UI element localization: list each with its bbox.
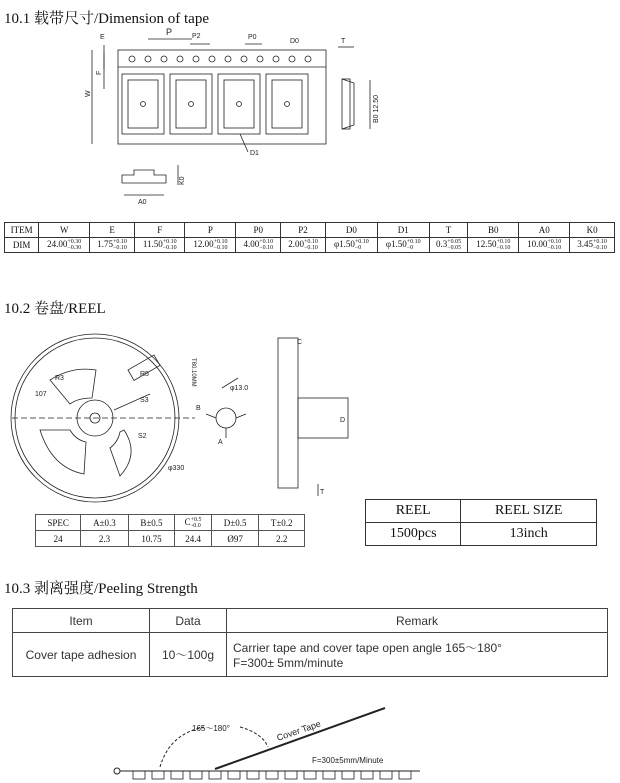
section-title-peel: 10.3 剥离强度/Peeling Strength [4, 581, 198, 597]
peel-remark [227, 633, 608, 677]
dim-header-cell: P0 [236, 223, 281, 238]
dim-value-cell [468, 238, 519, 253]
spec-header-cell [175, 515, 212, 531]
reel-size-table [365, 499, 597, 546]
dim-header-cell: A0 [519, 223, 570, 238]
label-t: T [341, 38, 346, 45]
spec-value-cell: 2.2 [259, 531, 305, 547]
dim-row-label: DIM [5, 238, 39, 253]
peel-remark-line1: Carrier tape and cover tape open angle 165～180° [233, 641, 502, 655]
label-b0: B0 12.50 [373, 94, 380, 123]
dim-header-cell: K0 [570, 223, 615, 238]
dim-value-cell [570, 238, 615, 253]
dim-tolerance-upper: +0.10 [406, 239, 421, 245]
dim-value: 4.00 [243, 239, 260, 250]
dim-value-cell [134, 238, 184, 253]
tape-dimension-drawing [0, 25, 620, 225]
label-a0: A0 [138, 199, 147, 206]
dim-tolerance-lower: −0.10 [303, 245, 318, 251]
label-d: D [340, 417, 346, 424]
dim-tolerance-lower: −0.10 [213, 245, 228, 251]
reel-size-header: REEL SIZE [461, 500, 597, 523]
peel-data: 10～100g [150, 633, 227, 677]
dim-value: 1.75 [97, 239, 114, 250]
label-b: B [196, 405, 201, 412]
dim-value-cell [377, 238, 429, 253]
dim-tolerance-lower: −0.05 [447, 245, 462, 251]
reel-spec-header [36, 515, 305, 531]
dim-header-cell: D1 [377, 223, 429, 238]
dim-tolerance-upper: +0.10 [113, 239, 127, 245]
dim-value-cell [429, 238, 468, 253]
spec-c-lower: -0.0 [191, 522, 201, 529]
dim-tolerance-upper: +0.30 [67, 239, 82, 245]
reel-spec-row [36, 531, 305, 547]
label-w: W [85, 90, 92, 97]
dim-value: φ1.50 [385, 239, 407, 250]
dim-value-cell [325, 238, 377, 253]
dim-tolerance-lower: −0 [406, 245, 414, 251]
peel-remark-line2: F=300± 5mm/minute [233, 656, 344, 670]
dim-value: 12.00 [193, 239, 214, 250]
spec-value-cell: 24.4 [175, 531, 212, 547]
cover-tape-label: Cover Tape [275, 718, 323, 743]
spec-header-text: C [184, 516, 191, 527]
spec-header-cell [259, 515, 305, 531]
label-107: 107 [35, 391, 47, 398]
dim-header-cell: D0 [325, 223, 377, 238]
label-p2: P2 [192, 33, 201, 40]
dim-tolerance-lower: −0.10 [113, 245, 127, 251]
dim-tolerance-upper: +0.10 [213, 239, 228, 245]
reel-quantity: 1500pcs [366, 523, 461, 546]
spec-c-upper: +0.5 [190, 516, 202, 523]
dimension-table [4, 222, 615, 253]
dim-value-cell [39, 238, 90, 253]
reel-size: 13inch [461, 523, 597, 546]
spec-value-cell: 2.3 [81, 531, 128, 547]
dim-value-cell [236, 238, 281, 253]
peel-force-label: F=300±5mm/Minute [312, 756, 384, 765]
dim-value: 2.00 [288, 239, 304, 250]
dim-value-cell [185, 238, 236, 253]
dim-tolerance-upper: +0.10 [547, 239, 562, 245]
label-tbd: T80.10MM [190, 358, 196, 387]
spec-header-text: T±0.2 [270, 517, 293, 528]
dim-value: 11.50 [142, 239, 163, 250]
dim-value: φ1.50 [333, 239, 355, 250]
dim-value: 10.00 [527, 239, 548, 250]
dim-tolerance-upper: +0.10 [593, 239, 607, 245]
spec-header-cell [211, 515, 258, 531]
dimension-table-row [5, 238, 615, 253]
label-reel-t: T [320, 489, 325, 496]
dim-value-cell [281, 238, 326, 253]
dim-value: 0.3 [435, 239, 448, 250]
peel-header-data: Data [150, 609, 227, 633]
label-p0: P0 [248, 34, 257, 41]
dim-tolerance-lower: −0.10 [593, 245, 607, 251]
spec-header-text: A±0.3 [93, 517, 116, 528]
label-e: E [100, 34, 105, 41]
spec-header-text: B±0.5 [140, 517, 163, 528]
reel-header: REEL [366, 500, 461, 523]
label-s3: S3 [140, 397, 149, 404]
label-d0: D0 [290, 38, 299, 45]
dim-tolerance-lower: −0.10 [259, 245, 274, 251]
dim-tolerance-lower: −0.10 [547, 245, 562, 251]
dim-value-cell [90, 238, 135, 253]
spec-value-cell: 10.75 [128, 531, 175, 547]
dim-header-cell: W [39, 223, 90, 238]
spec-header-cell [36, 515, 81, 531]
section-title-reel: 10.2 卷盘/REEL [4, 301, 106, 317]
dim-tolerance-upper: +0.10 [303, 239, 318, 245]
label-a: A [218, 439, 223, 446]
label-c: C [297, 339, 303, 346]
label-k0: K0 [179, 176, 186, 185]
spec-value-cell: Ø97 [211, 531, 258, 547]
dim-header-cell: B0 [468, 223, 519, 238]
dimension-table-header [5, 223, 615, 238]
dim-header-cell: E [90, 223, 135, 238]
dim-tolerance-upper: +0.10 [354, 239, 369, 245]
dim-tolerance-upper: +0.10 [259, 239, 274, 245]
dim-tolerance-lower: −0.30 [67, 245, 82, 251]
section-title-tape: 10.1 载带尺寸/Dimension of tape [4, 11, 209, 27]
label-s2: S2 [138, 433, 147, 440]
spec-header-text: SPEC [47, 517, 69, 528]
dim-tolerance-lower: −0.10 [162, 245, 177, 251]
dim-value: 24.00 [47, 239, 68, 250]
spec-header-cell [128, 515, 175, 531]
dim-header-cell: P [185, 223, 236, 238]
peel-header-remark: Remark [227, 609, 608, 633]
reel-drawing [0, 318, 620, 508]
spec-header-cell [81, 515, 128, 531]
dim-tolerance-upper: +0.10 [496, 239, 511, 245]
dim-value: 12.50 [476, 239, 497, 250]
label-d1: D1 [250, 150, 259, 157]
peel-angle-label: 165～180° [192, 724, 230, 733]
dim-header-cell: F [134, 223, 184, 238]
label-330: φ330 [168, 465, 185, 472]
dim-tolerance-upper: +0.10 [162, 239, 177, 245]
dim-header-cell: T [429, 223, 468, 238]
peel-table [12, 608, 608, 677]
label-p: P [166, 27, 173, 37]
dim-header-cell: ITEM [5, 223, 39, 238]
reel-spec-table [35, 514, 305, 547]
dim-header-cell: P2 [281, 223, 326, 238]
dim-value: 3.45 [577, 239, 594, 250]
spec-value-cell: 24 [36, 531, 81, 547]
peel-diagram [0, 703, 620, 783]
dim-tolerance-lower: −0 [354, 245, 362, 251]
label-13: φ13.0 [230, 385, 249, 392]
dim-tolerance-lower: −0.10 [496, 245, 511, 251]
spec-header-text: D±0.5 [223, 517, 247, 528]
peel-item: Cover tape adhesion [13, 633, 150, 677]
peel-header-item: Item [13, 609, 150, 633]
dim-value-cell [519, 238, 570, 253]
label-r5: R5 [140, 371, 149, 378]
label-f: F [96, 70, 103, 75]
dim-tolerance-upper: +0.05 [447, 239, 462, 245]
label-r3: R3 [55, 375, 64, 382]
sprocket-holes [129, 56, 311, 62]
